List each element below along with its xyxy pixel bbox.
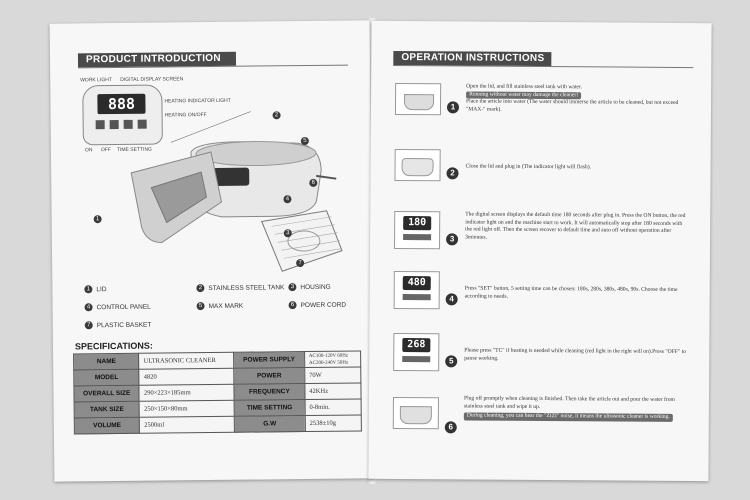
part-tank — [196, 283, 284, 292]
right-page — [368, 21, 711, 481]
on-button-icon — [96, 120, 105, 129]
step-2-text: Close the lid and plug in (The indicator light will flash). — [465, 163, 591, 171]
power-supply-option-1: AC100-120V 60Hz — [308, 353, 349, 359]
part-number: 3 — [288, 283, 296, 291]
step-5-lcd: 268 — [402, 338, 430, 352]
callout-4: 4 — [283, 195, 291, 203]
part-number: 1 — [84, 285, 92, 293]
step-4-lcd: 480 — [403, 276, 431, 290]
step-6-instruction: Plug off promptly when cleaning is finished. Then take the article out and pour the water from stainless steel tank and wipe it up. — [463, 395, 675, 410]
spec-key: POWER — [234, 368, 305, 385]
ultrasonic-cleaner-illustration — [120, 101, 352, 278]
step-1-number: 1 — [447, 101, 459, 113]
spec-key: NAME — [74, 353, 140, 370]
step-4-illustration — [394, 271, 440, 309]
part-number: 2 — [196, 284, 204, 292]
part-label: MAX MARK — [208, 302, 244, 310]
callout-2: 2 — [273, 111, 281, 119]
step-5-illustration — [393, 333, 439, 371]
step-1-instruction: Open the lid, and fill stainless steel tank with water. — [466, 83, 582, 91]
step-4-number: 4 — [446, 293, 458, 305]
part-max-mark — [197, 302, 244, 310]
work-light-label: WORK LIGHT — [80, 77, 112, 84]
step-3-text: The digital screen displays the default time 180 seconds after plug in. Press the ON button, the red indicator light on and the machine start to work. It will automatically stop after 180 seconds with the red light off. Then the screen recover to default time and auto off without operation after 3minutes. — [465, 211, 686, 241]
callout-5: 5 — [301, 137, 309, 145]
part-lid — [84, 285, 106, 293]
step-6-number: 6 — [445, 421, 457, 433]
part-label: PLASTIC BASKET — [96, 321, 152, 329]
spec-key: FREQUENCY — [234, 384, 305, 401]
button-row-icon — [402, 356, 430, 362]
left-page — [50, 20, 375, 481]
spec-value — [304, 351, 360, 368]
on-label: ON — [84, 147, 93, 154]
step-6-note: During cleaning, you can hear the "ZIZI" noise, it means the ultrasonic cleaner is working. — [464, 412, 673, 421]
spec-value: 250×150×80mm — [140, 400, 235, 417]
spec-value: ULTRASONIC CLEANER — [139, 352, 234, 369]
callout-3: 3 — [284, 229, 292, 237]
heating-onoff-label: HEATING ON/OFF — [164, 112, 207, 119]
part-power-cord — [289, 301, 347, 310]
part-number: 4 — [85, 303, 93, 311]
spec-key: VOLUME — [74, 417, 140, 434]
product-introduction-header: PRODUCT INTRODUCTION — [78, 52, 236, 68]
panel-lcd: 888 — [97, 94, 145, 115]
step-1-warning: Running without water may damage the cleaner! — [466, 91, 581, 99]
spec-key: G.W — [234, 416, 305, 433]
step-1-note: Place the article into water (The water should immerse the article to be cleaned, but not exceed "MAX-" mark). — [465, 98, 679, 113]
spec-value: 70W — [305, 367, 361, 384]
part-number: 6 — [289, 301, 297, 309]
part-housing — [288, 283, 330, 291]
closed-cleaner-icon — [402, 158, 434, 176]
button-row-icon — [403, 294, 431, 300]
spec-value: 0-8min. — [305, 399, 361, 416]
part-plastic-basket — [85, 321, 152, 330]
step-2-illustration — [394, 149, 440, 181]
part-control-panel — [85, 303, 151, 312]
spec-value: 4820 — [139, 368, 234, 385]
off-button-icon — [110, 120, 119, 129]
step-1-text — [466, 83, 688, 115]
table-row — [74, 415, 361, 434]
display-screen-label: DIGITAL DISPLAY SCREEN — [120, 76, 184, 83]
button-row-icon — [403, 234, 431, 240]
part-number: 5 — [197, 302, 205, 310]
spec-key: OVERALL SIZE — [74, 385, 140, 402]
spec-value: 2500ml — [140, 416, 235, 433]
spec-key: MODEL — [74, 369, 140, 386]
specifications-title: SPECIFICATIONS: — [74, 340, 153, 352]
spec-value: 42KHz — [305, 383, 361, 400]
callout-6: 6 — [309, 179, 317, 187]
spec-key: TANK SIZE — [74, 401, 140, 418]
off-label: OFF — [100, 147, 111, 154]
header-rule — [393, 65, 693, 68]
part-label: LID — [96, 285, 107, 293]
heating-indicator-label: HEATING INDICATOR LIGHT — [164, 97, 231, 105]
spec-key: TIME SETTING — [234, 400, 305, 417]
step-4-text: Press "SET" button, 5 setting time can be chosen: 180s, 280s, 380s, 480s, 90s. Choose the time according to needs. — [464, 285, 678, 300]
spec-key: POWER SUPPLY — [234, 352, 305, 369]
part-number: 7 — [85, 321, 93, 329]
step-5-text: Please press "TC" if heating is needed while cleaning (red light in the right will on).Press "OFF" to pause working. — [464, 347, 686, 362]
spec-value: 290×223×185mm — [139, 384, 234, 401]
callout-1: 1 — [94, 215, 102, 223]
part-label: STAINLESS STEEL TANK — [208, 283, 285, 292]
step-2-number: 2 — [446, 167, 458, 179]
cleaner-icon — [400, 406, 432, 424]
step-3-illustration — [394, 211, 440, 249]
callout-7: 7 — [296, 259, 304, 267]
operation-instructions-header: OPERATION INSTRUCTIONS — [393, 51, 551, 66]
step-3-number: 3 — [446, 233, 458, 245]
specifications-table — [73, 350, 362, 434]
step-3-lcd: 180 — [403, 216, 431, 230]
power-supply-option-2: AC200-240V 50Hz — [308, 360, 349, 366]
spec-value: 2538±10g — [305, 415, 361, 432]
cleaner-icon — [404, 94, 434, 110]
part-label: HOUSING — [300, 283, 331, 291]
step-1-illustration — [395, 83, 441, 115]
step-6-text — [464, 395, 686, 421]
time-setting-label: TIME SETTING — [116, 146, 152, 153]
part-label: POWER CORD — [300, 301, 347, 309]
part-label: CONTROL PANEL — [96, 303, 151, 311]
step-5-number: 5 — [445, 355, 457, 367]
step-6-illustration — [393, 397, 439, 429]
